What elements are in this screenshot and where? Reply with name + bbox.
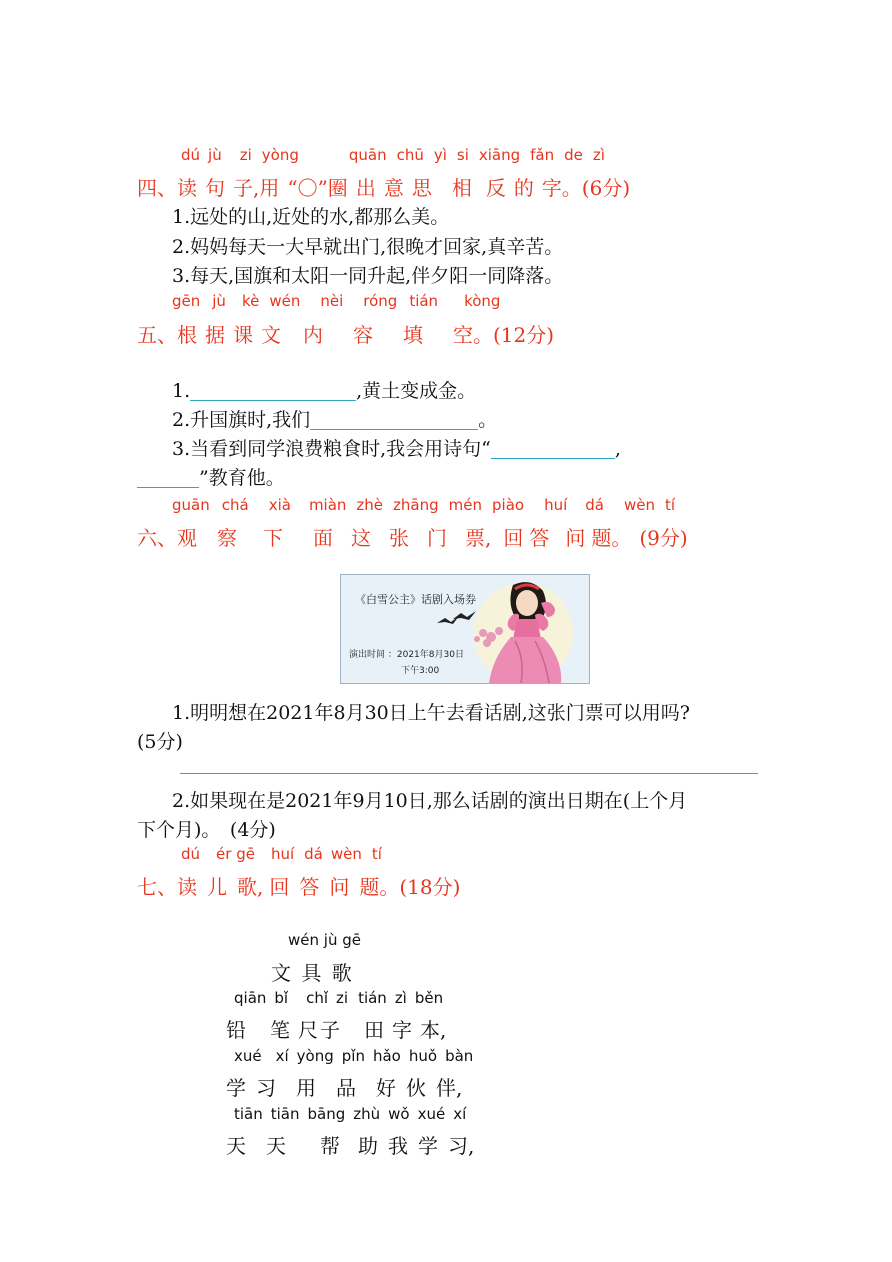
pinyin: zhè (356, 496, 384, 514)
pinyin: xué (234, 1047, 262, 1065)
heading-char: 四、读 (137, 176, 197, 200)
poem-char: 习 (256, 1076, 276, 1100)
pinyin: huí (270, 845, 295, 863)
section5-item-1 (172, 376, 476, 403)
section7-pinyin (181, 845, 382, 863)
pinyin: yòng (261, 146, 299, 164)
heading-char: 容 (353, 323, 373, 347)
heading-char: 的 (513, 176, 534, 200)
poem-title-pinyin: wén jù gē (288, 931, 361, 949)
heading-char: 答 (299, 875, 320, 899)
ticket-time: 演出时间 ：2021年8月30日 (349, 650, 464, 660)
poem-char: 本, (420, 1018, 447, 1042)
pinyin: pǐn (341, 1047, 365, 1065)
pinyin: chǐ (306, 989, 329, 1007)
section5-heading (137, 319, 554, 348)
section4-item-2: 2.妈妈每天一大早就出门,很晚才回家,真辛苦。 (172, 236, 564, 258)
section5-pinyin (172, 292, 500, 310)
heading-char: 面 (313, 526, 333, 550)
face-shape (516, 590, 538, 616)
ticket-title: 《白雪公主》话剧入场券 (355, 593, 476, 606)
poem-line-3 (226, 1130, 474, 1159)
poem-char: 笔 (270, 1018, 290, 1042)
bodice-shape (513, 619, 541, 639)
heading-char: 文 (261, 323, 281, 347)
pinyin: tián (409, 292, 439, 310)
pinyin: yì (433, 146, 447, 164)
pinyin: huǒ (408, 1047, 438, 1065)
poem-char: 子 (320, 1018, 340, 1042)
poem-char: 习, (448, 1134, 475, 1158)
poem-char: 字 (392, 1018, 412, 1042)
heading-char: 门 (427, 526, 447, 550)
pinyin: ér gē (216, 845, 255, 863)
heading-char: 儿 (207, 875, 227, 899)
heading-char: 空。(12分) (453, 323, 555, 347)
poem-char: 用 (296, 1076, 316, 1100)
pinyin: zì (394, 989, 407, 1007)
section4-pinyin (181, 146, 605, 164)
heading-char: 句 (205, 176, 225, 200)
heading-char: 下 (263, 526, 283, 550)
answer-blank[interactable] (310, 407, 478, 430)
section6-question-1-score: (5分) (137, 731, 183, 753)
pinyin: si (456, 146, 469, 164)
pinyin: wèn (330, 845, 362, 863)
pinyin: bāng (307, 1105, 346, 1123)
pinyin: zhāng (393, 496, 439, 514)
pinyin: xué (417, 1105, 446, 1123)
heading-char: 子,用 (233, 176, 280, 200)
heading-char: 据 (205, 323, 225, 347)
pinyin: piào (492, 496, 525, 514)
pinyin: jù (212, 292, 226, 310)
pinyin: kè (241, 292, 260, 310)
poem-char: 铅 (226, 1018, 246, 1042)
pinyin: tián (358, 989, 387, 1007)
heading-char: 思 (411, 176, 432, 200)
pinyin: hǎo (372, 1047, 401, 1065)
item-text: , (614, 438, 621, 460)
heading-char: “〇”圈 (287, 176, 348, 200)
pinyin: guān (172, 496, 210, 514)
pinyin: xiāng (478, 146, 521, 164)
poem-char: 学 (226, 1076, 246, 1100)
pinyin: quān (348, 146, 387, 164)
heading-char: 出 (355, 176, 376, 200)
pinyin: gēn (172, 292, 201, 310)
section6-pinyin (172, 496, 675, 514)
pinyin: tiān (270, 1105, 300, 1123)
item-text: 3.当看到同学浪费粮食时,我会用诗句“ (172, 438, 491, 460)
pinyin: kòng (464, 292, 501, 310)
poem-char: 天 (266, 1134, 286, 1158)
pinyin: zì (592, 146, 605, 164)
pinyin: zi (239, 146, 252, 164)
section5-item-2 (172, 405, 497, 432)
poem-char: 田 (364, 1018, 384, 1042)
pinyin: jù (208, 146, 222, 164)
poem-char: 尺 (298, 1018, 318, 1042)
ticket-time-detail: 下午3:00 (401, 666, 440, 676)
section5-item-3 (172, 434, 621, 461)
pinyin: běn (414, 989, 444, 1007)
pinyin: wén (269, 292, 301, 310)
pinyin: zhù (353, 1105, 381, 1123)
ticket-image (340, 574, 590, 684)
poem-line-1-pinyin (234, 989, 443, 1007)
section7-heading (137, 871, 460, 900)
section6-question-2-cont: 下个月)。 (4分) (137, 819, 276, 841)
pinyin: chá (221, 496, 249, 514)
pinyin: tí (664, 496, 676, 514)
pinyin: dá (304, 845, 323, 863)
section4-heading (137, 172, 630, 201)
poem-char: 伙 (406, 1076, 426, 1100)
heading-char: 问 (329, 875, 350, 899)
section4-item-3: 3.每天,国旗和太阳一同升起,伴夕阳一同降落。 (172, 265, 564, 287)
pinyin: nèi (320, 292, 344, 310)
poem-char: 伴, (436, 1076, 463, 1100)
pinyin: xí (275, 1047, 289, 1065)
pinyin: huí (544, 496, 568, 514)
section4-item-1: 1.远处的山,近处的水,都那么美。 (172, 206, 450, 228)
pinyin: róng (363, 292, 398, 310)
pinyin: dá (585, 496, 604, 514)
heading-char: 回 (269, 875, 290, 899)
pinyin: wèn (623, 496, 655, 514)
heading-char: 问 (565, 526, 586, 550)
heading-char: 五、根 (137, 323, 197, 347)
pinyin: dú (181, 146, 201, 164)
heading-char: 这 (351, 526, 371, 550)
answer-blank[interactable] (190, 378, 356, 401)
heading-char: 题。 (591, 526, 632, 550)
poem-char: 好 (376, 1076, 396, 1100)
item-text: 。 (478, 409, 498, 431)
pinyin: miàn (308, 496, 347, 514)
answer-line[interactable] (180, 773, 758, 774)
pinyin: fǎn (530, 146, 555, 164)
item-number: 1. (172, 380, 191, 402)
pinyin: xí (453, 1105, 467, 1123)
poem-char: 品 (336, 1076, 356, 1100)
pinyin: tiān (234, 1105, 263, 1123)
pinyin: wǒ (388, 1105, 410, 1123)
poem-line-3-pinyin (234, 1105, 466, 1123)
heading-char: 字。(6分) (541, 176, 631, 200)
heading-char: (9分) (639, 526, 688, 550)
heading-char: 七、读 (137, 875, 197, 899)
section6-heading (137, 522, 688, 551)
pinyin: bàn (445, 1047, 474, 1065)
poem-line-2-pinyin (234, 1047, 473, 1065)
pinyin: tí (371, 845, 382, 863)
pinyin: yòng (296, 1047, 334, 1065)
answer-blank[interactable] (491, 436, 615, 459)
heading-char: 答 (529, 526, 550, 550)
poem-char: 天 (226, 1134, 246, 1158)
heading-char: 张 (389, 526, 409, 550)
heading-char: 回 (503, 526, 524, 550)
pinyin: xià (268, 496, 291, 514)
pinyin: chū (396, 146, 424, 164)
heading-char: 意 (383, 176, 404, 200)
pinyin: dú (181, 845, 201, 863)
poem-line-2 (226, 1072, 462, 1101)
poem-char: 助 (358, 1134, 378, 1158)
poem-title: 文 具 歌 (271, 961, 354, 985)
item-text: 2.升国旗时,我们 (172, 409, 311, 431)
pinyin: qiān (234, 989, 267, 1007)
item-text: ”教育他。 (199, 467, 285, 489)
pinyin: mén (448, 496, 482, 514)
heading-char: 填 (403, 323, 423, 347)
pinyin: zi (336, 989, 349, 1007)
section6-question-2: 2.如果现在是2021年9月10日,那么话剧的演出日期在(上个月 (172, 790, 688, 812)
heading-char: 相 (451, 176, 472, 200)
section6-question-1: 1.明明想在2021年8月30日上午去看话剧,这张门票可以用吗? (172, 702, 690, 724)
heading-char: 察 (217, 526, 237, 550)
poem-char: 帮 (320, 1134, 340, 1158)
heading-char: 歌, (237, 875, 264, 899)
heading-char: 反 (485, 176, 506, 200)
pinyin: de (564, 146, 583, 164)
pinyin: bǐ (274, 989, 289, 1007)
poem-line-1 (226, 1014, 446, 1043)
poem-char: 我 (388, 1134, 408, 1158)
heading-char: 六、观 (137, 526, 197, 550)
heading-char: 票, (465, 526, 492, 550)
item-text: ,黄土变成金。 (356, 380, 477, 402)
section5-item-3-cont (137, 463, 285, 490)
answer-blank[interactable] (137, 465, 199, 488)
heading-char: 内 (303, 323, 323, 347)
heading-char: 题。(18分) (359, 875, 461, 899)
poem-char: 学 (418, 1134, 438, 1158)
heading-char: 课 (233, 323, 253, 347)
